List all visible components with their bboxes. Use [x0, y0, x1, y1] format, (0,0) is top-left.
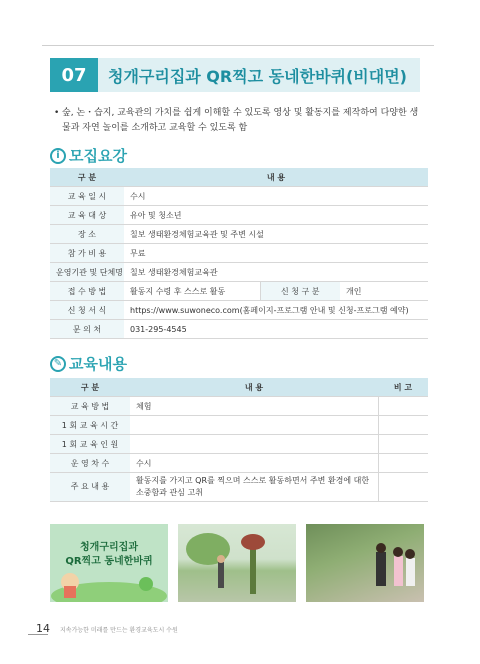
recruit-table — [50, 168, 428, 339]
row-note — [378, 397, 428, 416]
table-row — [50, 320, 428, 339]
row-key: 교 육 방 법 — [50, 397, 130, 416]
row-value — [130, 435, 378, 454]
row-value-2: 개인 — [340, 282, 428, 301]
education-table — [50, 378, 428, 502]
poster-title-line2: QR찍고 동네한바퀴 — [65, 556, 153, 567]
row-key: 장 소 — [50, 225, 124, 244]
table-row — [50, 473, 428, 502]
row-key: 주 요 내 용 — [50, 473, 130, 502]
info-icon: i — [50, 148, 66, 164]
poster-title-line1: 청개구리집과 — [80, 542, 138, 553]
row-value: 수시 — [130, 454, 378, 473]
recruit-heading-label: 모집요강 — [69, 147, 127, 165]
row-note — [378, 473, 428, 502]
education-heading — [50, 353, 127, 374]
top-rule — [42, 45, 434, 46]
row-key: 1 회 교 육 인 원 — [50, 435, 130, 454]
col-header-key: 구 분 — [50, 378, 130, 397]
row-value: 칠보 생태환경체험교육관 및 주변 시설 — [124, 225, 428, 244]
row-key: 접 수 방 법 — [50, 282, 124, 301]
section-title-text: 청개구리집과 QR찍고 동네한바퀴(비대면) — [98, 58, 420, 92]
children-illustration — [306, 524, 424, 602]
row-note — [378, 454, 428, 473]
description-text: 숲, 논・습지, 교육관의 가치를 쉽게 이해할 수 있도록 영상 및 활동지를 제작하여 다양한 생물과 자연 놀이를 소개하고 교육할 수 있도록 함 — [62, 108, 419, 133]
col-header-note: 비 고 — [378, 378, 428, 397]
row-key: 참 가 비 용 — [50, 244, 124, 263]
col-header-value: 내 용 — [130, 378, 378, 397]
row-key: 문 의 처 — [50, 320, 124, 339]
pencil-icon: ✎ — [50, 356, 66, 372]
row-value — [130, 416, 378, 435]
recruit-heading — [50, 145, 127, 166]
row-key: 1 회 교 육 시 간 — [50, 416, 130, 435]
description — [54, 106, 422, 136]
row-value: 수시 — [124, 187, 428, 206]
table-row — [50, 416, 428, 435]
row-value: 무료 — [124, 244, 428, 263]
recruit-header-row — [50, 168, 428, 187]
row-value: 유아 및 청소년 — [124, 206, 428, 225]
row-note — [378, 416, 428, 435]
section-title — [50, 58, 420, 92]
table-row — [50, 263, 428, 282]
table-row — [50, 301, 428, 320]
children-photo — [306, 524, 424, 602]
row-key: 교 육 일 시 — [50, 187, 124, 206]
poster-illustration — [50, 524, 168, 602]
row-key: 신 청 서 식 — [50, 301, 124, 320]
bullet: • — [54, 108, 60, 118]
table-row — [50, 435, 428, 454]
col-header-key: 구 분 — [50, 168, 124, 187]
table-row — [50, 282, 428, 301]
table-row — [50, 397, 428, 416]
row-key: 교 육 대 상 — [50, 206, 124, 225]
education-heading-label: 교육내용 — [69, 355, 127, 373]
table-row — [50, 454, 428, 473]
education-header-row — [50, 378, 428, 397]
section-number: 07 — [50, 58, 98, 92]
sculpture-photo — [178, 524, 296, 602]
table-row — [50, 187, 428, 206]
row-value: https://www.suwoneco.com(홈페이지-프로그램 안내 및 신청-프로그램 예약) — [124, 301, 428, 320]
table-row — [50, 225, 428, 244]
row-key: 운영기관 및 단체명 — [50, 263, 124, 282]
row-value: 활동지를 가지고 QR를 찍으며 스스로 활동하면서 주변 환경에 대한 소중함과 관심 고취 — [130, 473, 378, 502]
table-row — [50, 244, 428, 263]
row-value: 칠보 생태환경체험교육관 — [124, 263, 428, 282]
row-note — [378, 435, 428, 454]
page-number: 14 — [36, 622, 50, 635]
table-row — [50, 206, 428, 225]
sculpture-illustration — [178, 524, 296, 602]
row-key-2: 신 청 구 분 — [260, 282, 340, 301]
row-value: 031-295-4545 — [124, 320, 428, 339]
row-key: 운 영 차 수 — [50, 454, 130, 473]
row-value: 활동지 수령 후 스스로 활동 — [124, 282, 260, 301]
col-header-value: 내 용 — [124, 168, 428, 187]
footer-text: 지속가능한 미래를 만드는 환경교육도시 수원 — [60, 627, 178, 634]
program-poster-image — [50, 524, 168, 602]
row-value: 체험 — [130, 397, 378, 416]
